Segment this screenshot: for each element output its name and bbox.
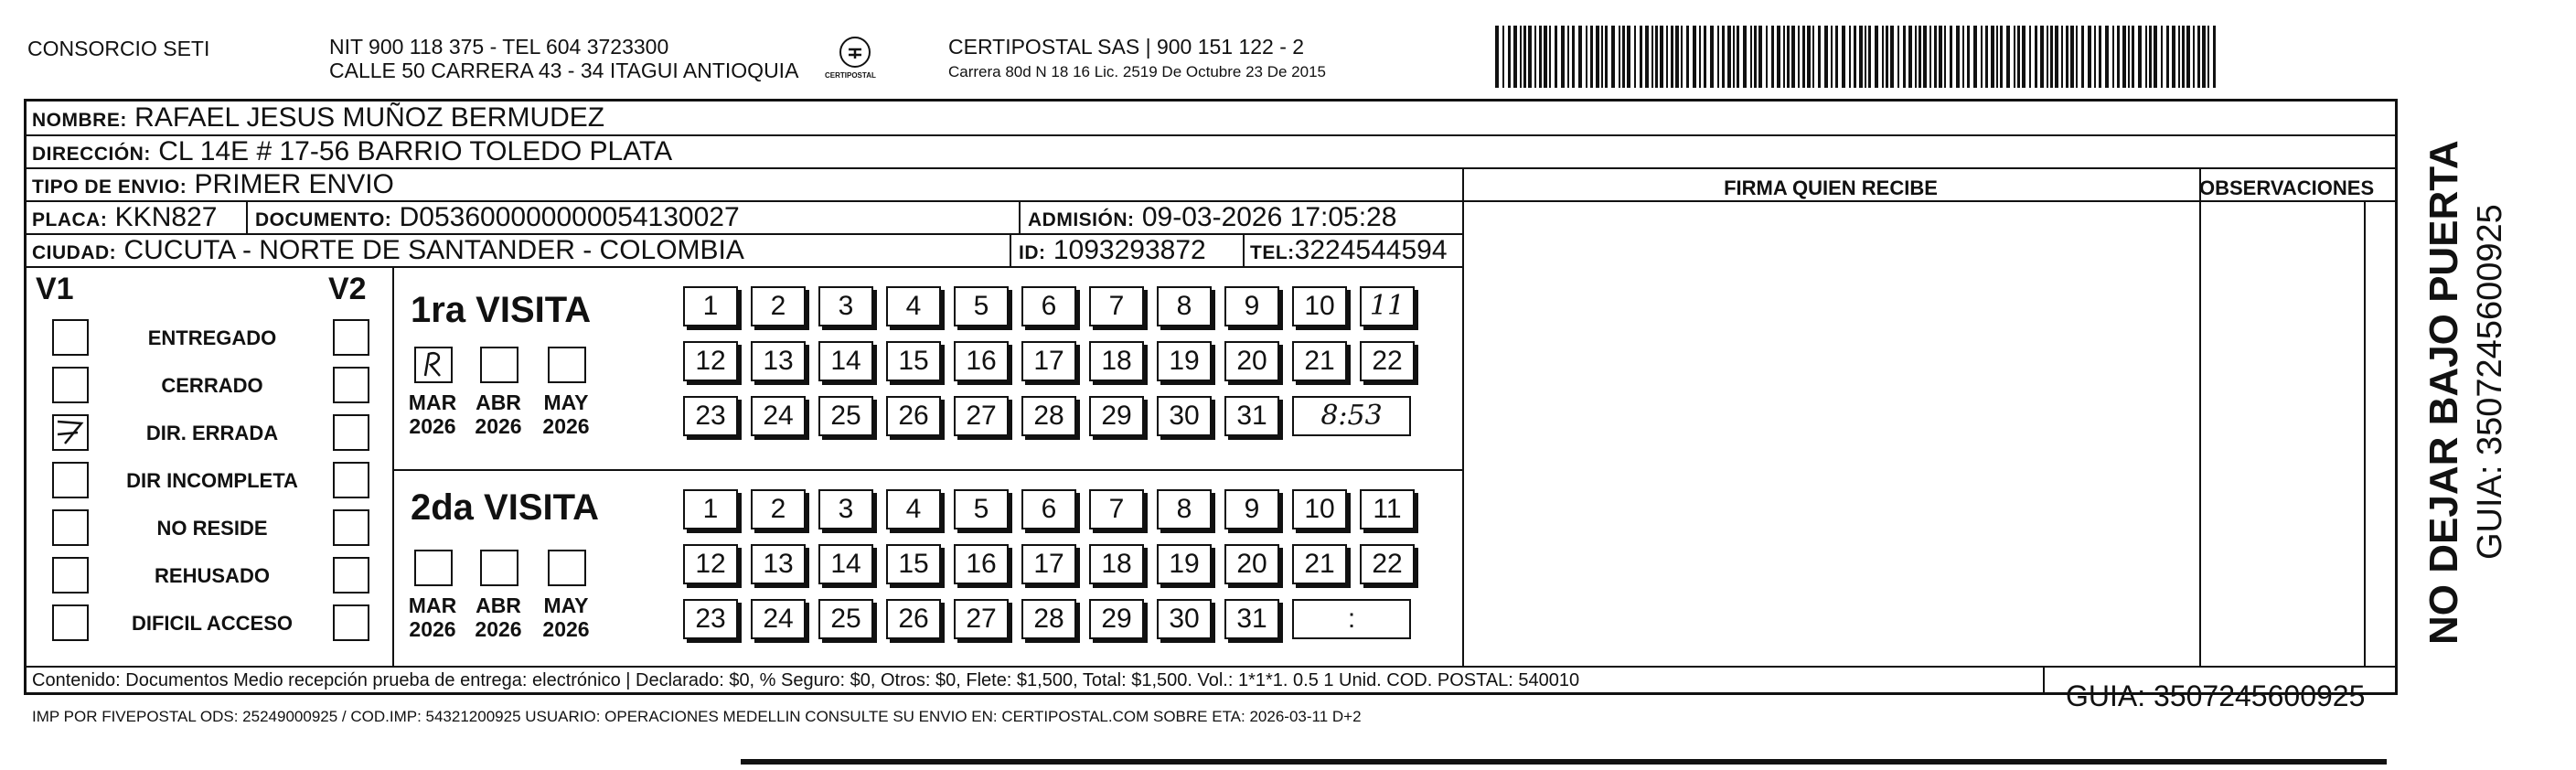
day-number: 26 — [898, 604, 929, 634]
tel-value: 3224544594 — [1294, 235, 1448, 265]
day-checkbox[interactable] — [1360, 341, 1415, 381]
day-number: 15 — [898, 549, 929, 579]
day-checkbox[interactable] — [1360, 489, 1415, 529]
day-number: 8 — [1176, 494, 1192, 524]
day-checkbox[interactable] — [1360, 286, 1415, 326]
status-label: DIR. ERRADA — [145, 422, 279, 444]
month-label — [471, 594, 526, 641]
day-number: 23 — [695, 604, 726, 634]
day-checkbox[interactable] — [1021, 599, 1076, 639]
v2-checkbox[interactable] — [333, 509, 369, 546]
day-checkbox[interactable] — [1089, 341, 1144, 381]
day-number: 7 — [1108, 291, 1125, 321]
day-checkbox[interactable] — [751, 341, 806, 381]
day-number: 13 — [763, 549, 794, 579]
day-checkbox[interactable] — [1224, 489, 1279, 529]
status-label: ENTREGADO — [147, 326, 277, 349]
second-visit-title: 2da VISITA — [411, 487, 599, 528]
day-checkbox[interactable] — [683, 489, 738, 529]
month-checkbox[interactable] — [480, 550, 518, 586]
day-number: 25 — [830, 401, 861, 431]
day-checkbox[interactable] — [1021, 341, 1076, 381]
day-checkbox[interactable] — [886, 396, 941, 436]
handwritten-time: 8:53 — [1320, 400, 1383, 432]
v1-checkbox[interactable] — [52, 367, 89, 403]
day-checkbox[interactable] — [1292, 341, 1347, 381]
day-checkbox[interactable] — [954, 544, 1009, 584]
admision-value: 09-03-2026 17:05:28 — [1141, 202, 1397, 232]
day-checkbox[interactable] — [1224, 396, 1279, 436]
month-year: 2026 — [409, 617, 456, 641]
admision-label: ADMISIÓN: — [1028, 209, 1135, 230]
license-line: Carrera 80d N 18 16 Lic. 2519 De Octubre 23 De 2015 — [948, 63, 1326, 80]
bottom-rule — [741, 759, 2387, 765]
month-name: ABR — [476, 390, 521, 414]
v1-label: V1 — [36, 272, 74, 306]
day-number: 9 — [1244, 494, 1260, 524]
day-checkbox[interactable] — [1224, 286, 1279, 326]
month-year: 2026 — [475, 617, 522, 641]
day-checkbox[interactable] — [886, 599, 941, 639]
day-number: 19 — [1169, 346, 1200, 376]
tipo-envio-label: TIPO DE ENVIO: — [32, 176, 187, 198]
delivery-form — [24, 99, 2398, 725]
v2-checkbox[interactable] — [333, 367, 369, 403]
day-number: 4 — [905, 291, 922, 321]
month-label — [539, 390, 593, 438]
day-checkbox[interactable] — [751, 599, 806, 639]
day-number: 20 — [1236, 549, 1267, 579]
day-number: 4 — [905, 494, 922, 524]
day-number: 25 — [830, 604, 861, 634]
month-checkbox[interactable] — [480, 347, 518, 383]
day-checkbox[interactable] — [954, 599, 1009, 639]
day-checkbox[interactable] — [1157, 286, 1212, 326]
day-number: 6 — [1041, 494, 1057, 524]
footer-contenido: Contenido: Documentos Medio recepción prueba de entrega: electrónico | Declarado: $0, % Seguro: $0, Otros: $0, Flete: $1,500, Total: $1,500. Vol.: 1*1*1. 0.5 1 Unid. COD. POSTAL: 540010 — [32, 670, 1580, 690]
direccion-value: CL 14E # 17-56 BARRIO TOLEDO PLATA — [158, 136, 673, 166]
ciudad-value: CUCUTA - NORTE DE SANTANDER - COLOMBIA — [123, 235, 744, 265]
day-checkbox[interactable] — [1292, 489, 1347, 529]
documento-label: DOCUMENTO: — [255, 209, 392, 230]
v1-checkbox[interactable] — [52, 319, 89, 356]
day-number: 21 — [1304, 346, 1335, 376]
day-checkbox[interactable] — [1157, 599, 1212, 639]
day-number: 11 — [1373, 494, 1402, 524]
time-box[interactable] — [1292, 396, 1411, 436]
month-name: MAR — [408, 594, 457, 617]
day-checkbox[interactable] — [1157, 396, 1212, 436]
day-checkbox[interactable] — [751, 286, 806, 326]
month-name: MAY — [543, 390, 589, 414]
month-checkbox[interactable] — [548, 347, 586, 383]
day-number: 22 — [1372, 346, 1403, 376]
day-checkbox[interactable] — [1089, 544, 1144, 584]
day-number: 26 — [898, 401, 929, 431]
day-number: 31 — [1236, 401, 1267, 431]
day-number: 9 — [1244, 291, 1260, 321]
id-value: 1093293872 — [1053, 235, 1206, 265]
day-number: 1 — [702, 494, 719, 524]
month-label — [471, 390, 526, 438]
day-number: 2 — [770, 494, 786, 524]
day-checkbox[interactable] — [886, 341, 941, 381]
day-checkbox[interactable] — [886, 286, 941, 326]
month-label — [405, 594, 460, 641]
carrier-line: CERTIPOSTAL SAS | 900 151 122 - 2 — [948, 35, 1305, 59]
v1-checkbox[interactable] — [52, 604, 89, 641]
side-warning: NO DEJAR BAJO PUERTA — [2421, 140, 2466, 645]
day-checkbox[interactable] — [1292, 286, 1347, 326]
day-number: 27 — [966, 401, 997, 431]
day-number: 30 — [1169, 604, 1200, 634]
nombre-value: RAFAEL JESUS MUÑOZ BERMUDEZ — [134, 102, 605, 133]
day-number: 18 — [1101, 549, 1132, 579]
day-number: 3 — [838, 291, 854, 321]
month-year: 2026 — [409, 414, 456, 438]
time-box[interactable] — [1292, 599, 1411, 639]
logo-text: CERTIPOSTAL — [825, 71, 876, 80]
day-number: 7 — [1108, 494, 1125, 524]
day-number: 16 — [966, 346, 997, 376]
day-number: 13 — [763, 346, 794, 376]
month-label — [539, 594, 593, 641]
day-number: 6 — [1041, 291, 1057, 321]
v2-checkbox[interactable] — [333, 557, 369, 594]
day-checkbox[interactable] — [1360, 544, 1415, 584]
day-number: 10 — [1304, 291, 1335, 321]
v2-checkbox[interactable] — [333, 604, 369, 641]
day-checkbox[interactable] — [751, 396, 806, 436]
footer-imp: IMP POR FIVEPOSTAL ODS: 25249000925 / COD.IMP: 54321200925 USUARIO: OPERACIONES MEDELLIN CONSULTE SU ENVIO EN: CERTIPOSTAL.COM SOBRE ETA: 2026-03-11 D+2 — [32, 708, 1362, 725]
day-checkbox[interactable] — [1224, 341, 1279, 381]
month-label — [405, 390, 460, 438]
v2-label: V2 — [328, 272, 367, 306]
month-checkbox[interactable] — [548, 550, 586, 586]
day-checkbox[interactable] — [683, 599, 738, 639]
v1-checkbox[interactable] — [52, 462, 89, 498]
day-number: 22 — [1372, 549, 1403, 579]
day-checkbox[interactable] — [1021, 396, 1076, 436]
month-checkbox[interactable] — [414, 550, 453, 586]
day-number: 28 — [1033, 604, 1064, 634]
day-checkbox[interactable] — [954, 489, 1009, 529]
day-number: 5 — [973, 494, 989, 524]
day-number: 27 — [966, 604, 997, 634]
day-checkbox[interactable] — [1157, 489, 1212, 529]
day-checkbox[interactable] — [751, 489, 806, 529]
id-label: ID: — [1019, 242, 1046, 263]
day-checkbox[interactable] — [1089, 489, 1144, 529]
company-name: CONSORCIO SETI — [27, 37, 210, 60]
direccion-label: DIRECCIÓN: — [32, 144, 151, 165]
month-name: ABR — [476, 594, 521, 617]
first-visit-title: 1ra VISITA — [411, 290, 592, 330]
day-number: 17 — [1033, 549, 1064, 579]
day-number: 24 — [763, 401, 794, 431]
firma-header: FIRMA QUIEN RECIBE — [1724, 176, 1938, 199]
side-guia: GUIA: 3507245600925 — [2471, 204, 2509, 560]
documento-value: D053600000000054130027 — [399, 202, 740, 232]
nombre-label: NOMBRE: — [32, 110, 127, 131]
handwritten-check-mark — [54, 416, 87, 449]
day-checkbox[interactable] — [818, 599, 873, 639]
month-checkbox[interactable] — [414, 347, 453, 383]
day-number: 23 — [695, 401, 726, 431]
day-number: 21 — [1304, 549, 1335, 579]
day-checkbox[interactable] — [954, 396, 1009, 436]
day-checkbox[interactable] — [1224, 544, 1279, 584]
v1-checkbox[interactable] — [52, 414, 89, 451]
day-number: 3 — [838, 494, 854, 524]
day-checkbox[interactable] — [1157, 341, 1212, 381]
day-number: 17 — [1033, 346, 1064, 376]
day-number: 12 — [695, 346, 726, 376]
day-checkbox[interactable] — [818, 544, 873, 584]
tel-label: TEL: — [1250, 242, 1295, 263]
month-year: 2026 — [542, 617, 590, 641]
day-number: 2 — [770, 291, 786, 321]
observaciones-header: OBSERVACIONES — [2199, 176, 2375, 199]
day-checkbox[interactable] — [886, 489, 941, 529]
day-checkbox[interactable] — [818, 489, 873, 529]
day-number: 20 — [1236, 346, 1267, 376]
status-label: NO RESIDE — [156, 517, 268, 540]
status-label: DIFICIL ACCESO — [131, 612, 293, 635]
day-checkbox[interactable] — [1021, 286, 1076, 326]
day-checkbox[interactable] — [683, 286, 738, 326]
day-number: 30 — [1169, 401, 1200, 431]
month-name: MAR — [408, 390, 457, 414]
day-checkbox[interactable] — [1021, 544, 1076, 584]
day-number: 8 — [1176, 291, 1192, 321]
status-label: REHUSADO — [155, 564, 270, 587]
day-number: 1 — [702, 291, 719, 321]
day-checkbox[interactable] — [1021, 489, 1076, 529]
day-checkbox[interactable] — [1089, 599, 1144, 639]
v1-checkbox[interactable] — [52, 509, 89, 546]
day-checkbox[interactable] — [1089, 286, 1144, 326]
day-number: 12 — [695, 549, 726, 579]
placa-label: PLACA: — [32, 209, 108, 230]
day-checkbox[interactable] — [818, 396, 873, 436]
status-label: CERRADO — [161, 374, 263, 397]
day-checkbox[interactable] — [683, 396, 738, 436]
day-number: 5 — [973, 291, 989, 321]
day-number: 31 — [1236, 604, 1267, 634]
day-number: 18 — [1101, 346, 1132, 376]
day-checkbox[interactable] — [1089, 396, 1144, 436]
day-checkbox[interactable] — [818, 286, 873, 326]
nit-line: NIT 900 118 375 - TEL 604 3723300 — [329, 35, 669, 59]
v2-checkbox[interactable] — [333, 319, 369, 356]
time-separator: : — [1347, 604, 1356, 634]
handwritten-month-mark — [416, 348, 451, 381]
ciudad-label: CIUDAD: — [32, 242, 117, 263]
day-number: 14 — [830, 346, 861, 376]
day-checkbox[interactable] — [683, 341, 738, 381]
day-number: 28 — [1033, 401, 1064, 431]
day-number: 29 — [1101, 401, 1132, 431]
day-number: 29 — [1101, 604, 1132, 634]
day-checkbox[interactable] — [818, 341, 873, 381]
month-year: 2026 — [542, 414, 590, 438]
day-number: 15 — [898, 346, 929, 376]
day-checkbox[interactable] — [1224, 599, 1279, 639]
handwritten-day-mark: 11 — [1369, 290, 1406, 322]
day-number: 19 — [1169, 549, 1200, 579]
day-checkbox[interactable] — [1292, 544, 1347, 584]
v1-checkbox[interactable] — [52, 557, 89, 594]
day-number: 24 — [763, 604, 794, 634]
v2-checkbox[interactable] — [333, 414, 369, 451]
day-checkbox[interactable] — [1157, 544, 1212, 584]
day-number: 10 — [1304, 494, 1335, 524]
status-label: DIR INCOMPLETA — [126, 469, 298, 492]
month-name: MAY — [543, 594, 589, 617]
day-checkbox[interactable] — [954, 341, 1009, 381]
day-number: 14 — [830, 549, 861, 579]
day-checkbox[interactable] — [954, 286, 1009, 326]
day-number: 16 — [966, 549, 997, 579]
placa-value: KKN827 — [114, 202, 218, 232]
day-checkbox[interactable] — [886, 544, 941, 584]
barcode — [1495, 26, 2227, 88]
tipo-envio-value: PRIMER ENVIO — [194, 169, 394, 199]
day-checkbox[interactable] — [683, 544, 738, 584]
footer-guia: GUIA: 3507245600925 — [2066, 679, 2366, 712]
day-checkbox[interactable] — [751, 544, 806, 584]
v2-checkbox[interactable] — [333, 462, 369, 498]
address-line: CALLE 50 CARRERA 43 - 34 ITAGUI ANTIOQUIA — [329, 59, 799, 82]
certipostal-logo-icon — [839, 37, 871, 68]
month-year: 2026 — [475, 414, 522, 438]
